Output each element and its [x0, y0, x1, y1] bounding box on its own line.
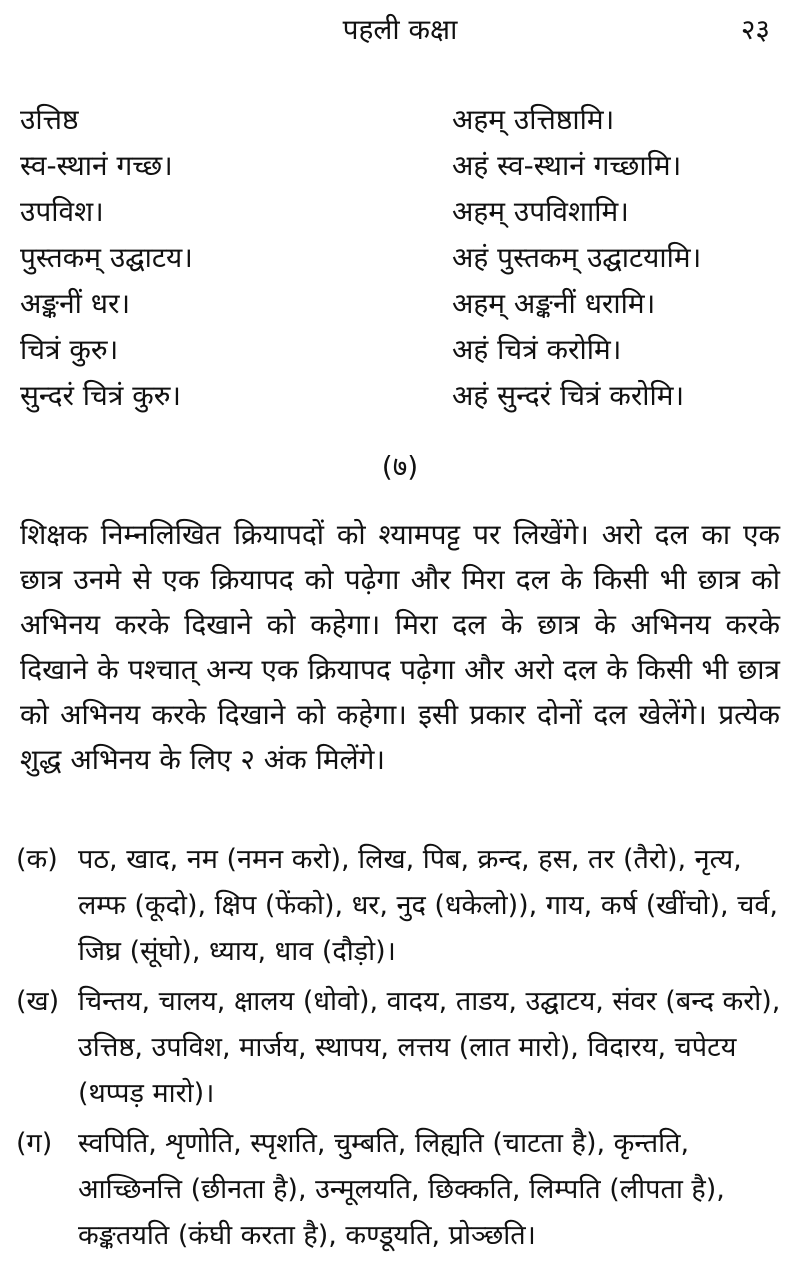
response-text: अहं स्व-स्थानं गच्छामि। [452, 149, 682, 182]
response-text: अहम् उपविशामि। [452, 195, 629, 228]
list-item [16, 837, 786, 975]
command-text: पुस्तकम् उद्घाटय। [20, 241, 193, 274]
list-item [16, 979, 786, 1117]
command-text: चित्रं कुरु। [20, 333, 119, 366]
response-text: अहं चित्रं करोमि। [452, 333, 622, 366]
list-marker: (ख) [16, 986, 60, 1017]
command-row [20, 97, 790, 143]
verb-lists [16, 837, 786, 1263]
response-text: अहं सुन्दरं चित्रं करोमि। [452, 379, 685, 412]
command-text: अङ्कनीं धर। [20, 287, 131, 320]
list-marker: (ग) [16, 1128, 53, 1159]
command-text: स्व-स्थानं गच्छ। [20, 149, 173, 182]
command-text: सुन्दरं चित्रं कुरु। [20, 379, 182, 412]
list-text: चिन्तय, चालय, क्षालय (धोवो), वादय, ताडय, उद्घाटय, संवर (बन्द करो), उत्तिष्ठ, उपविश, मार्जय, स्थापय, लत्तय (लात मारो), विदारय, चपेटय (थप्पड़ मारो)। [78, 986, 781, 1109]
command-text: उपविश। [20, 195, 104, 228]
command-pairs [20, 97, 790, 419]
response-text: अहम् अङ्कनीं धरामि। [452, 287, 656, 320]
command-row [20, 235, 790, 281]
response-text: अहं पुस्तकम् उद्घाटयामि। [452, 241, 702, 274]
section-number: (७) [381, 450, 419, 483]
command-row [20, 143, 790, 189]
list-text: स्वपिति, शृणोति, स्पृशति, चुम्बति, लिह्यति (चाटता है), कृन्तति, आच्छिनत्ति (छीनता है), उन्मूलयति, छिक्कति, लिम्पति (लीपता है), कङ्कतयति (कंघी करता है), कण्डूयति, प्रोञ्छति। [78, 1128, 725, 1251]
page-number: २३ [740, 13, 770, 46]
list-text: पठ, खाद, नम (नमन करो), लिख, पिब, क्रन्द, हस, तर (तैरो), नृत्य, लम्फ (कूदो), क्षिप (फेंको), धर, नुद (धकेलो)), गाय, कर्ष (खींचो), चर्व, जिघ्र (सूंघो), ध्याय, धाव (दौड़ो)। [78, 844, 778, 967]
list-marker: (क) [16, 844, 58, 875]
command-row [20, 373, 790, 419]
response-text: अहम् उत्तिष्ठामि। [452, 103, 615, 136]
command-row [20, 327, 790, 373]
command-row [20, 281, 790, 327]
command-text: उत्तिष्ठ [20, 103, 79, 136]
list-item [16, 1121, 786, 1259]
page-title: पहली कक्षा [342, 13, 458, 46]
instructions-paragraph: शिक्षक निम्नलिखित क्रियापदों को श्यामपट्ट पर लिखेंगे। अरो दल का एक छात्र उनमे से एक क्रियापद को पढ़ेगा और मिरा दल के किसी भी छात्र को अभिनय करके दिखाने को कहेगा। मिरा दल के छात्र के अभिनय करके दिखाने के पश्चात् अन्य एक क्रियापद पढ़ेगा और अरो दल के किसी भी छात्र को अभिनय करके दिखाने को कहेगा। इसी प्रकार दोनों दल खेलेंगे। प्रत्येक शुद्ध अभिनय के लिए २ अंक मिलेंगे। [20, 518, 780, 776]
command-row [20, 189, 790, 235]
